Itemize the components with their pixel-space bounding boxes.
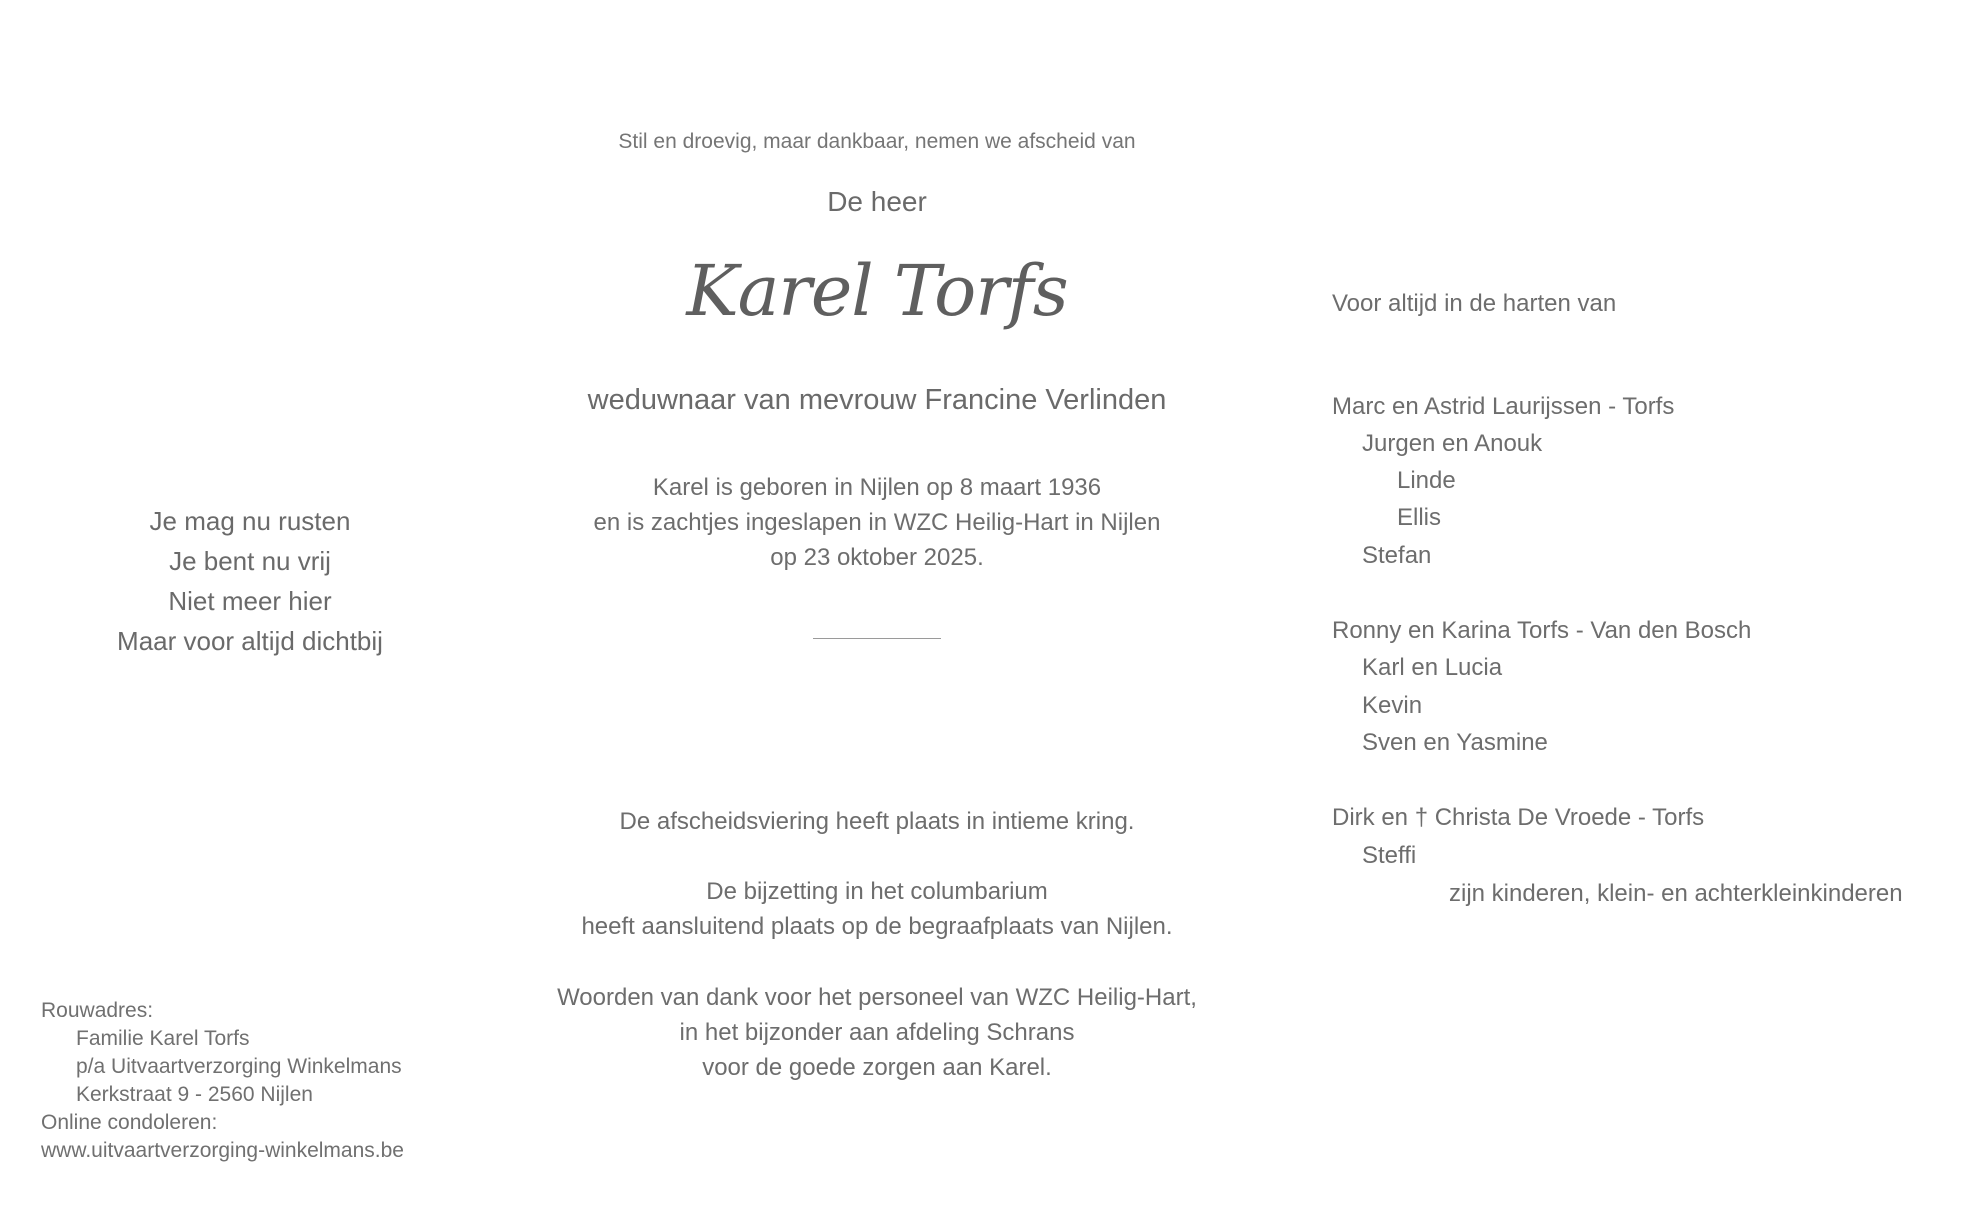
birth-death-block (520, 470, 1234, 575)
family-member: Sven en Yasmine (1362, 729, 1548, 756)
poem-line: Je mag nu rusten (149, 506, 351, 536)
website-link[interactable]: www.uitvaartverzorging-winkelmans.be (41, 1139, 404, 1162)
poem-line: Niet meer hier (168, 586, 332, 616)
thanks-line-1: Woorden van dank voor het personeel van WZC Heilig-Hart, (557, 984, 1197, 1011)
address-street: Kerkstraat 9 - 2560 Nijlen (76, 1083, 313, 1106)
deceased-name: Karel Torfs (686, 250, 1068, 332)
family-member: Stefan (1362, 542, 1432, 569)
online-condolence-label: Online condoleren: (41, 1111, 218, 1134)
widower-line: weduwnaar van mevrouw Francine Verlinden (587, 384, 1167, 416)
burial-block (520, 874, 1234, 944)
address-care-of: p/a Uitvaartverzorging Winkelmans (76, 1055, 402, 1078)
family-member: Jurgen en Anouk (1362, 430, 1543, 457)
birth-line: Karel is geboren in Nijlen op 8 maart 1936 (652, 474, 1102, 501)
family-heading: Voor altijd in de harten van (1332, 290, 1617, 317)
honorific: De heer (827, 186, 927, 217)
thanks-line-2: in het bijzonder aan afdeling Schrans (679, 1019, 1075, 1046)
family-member: Marc en Astrid Laurijssen - Torfs (1332, 393, 1675, 420)
thanks-line-3: voor de goede zorgen aan Karel. (702, 1054, 1052, 1081)
poem (60, 501, 440, 661)
address-family: Familie Karel Torfs (76, 1027, 250, 1050)
family-member: Dirk en † Christa De Vroede - Torfs (1332, 804, 1705, 831)
death-date-line: op 23 oktober 2025. (770, 544, 984, 571)
family-member: Ellis (1397, 504, 1442, 531)
family-member: Ronny en Karina Torfs - Van den Bosch (1332, 617, 1752, 644)
thanks-block (520, 980, 1234, 1085)
burial-line-1: De bijzetting in het columbarium (706, 878, 1048, 905)
mourning-address (41, 997, 404, 1165)
family-member: Karl en Lucia (1362, 654, 1503, 681)
burial-line-2: heeft aansluitend plaats op de begraafplaats van Nijlen. (581, 913, 1173, 940)
family-member: Steffi (1362, 842, 1417, 869)
divider-line (813, 638, 941, 639)
family-member: Linde (1397, 467, 1456, 494)
death-line: en is zachtjes ingeslapen in WZC Heilig-Hart in Nijlen (593, 509, 1161, 536)
family-closing: zijn kinderen, klein- en achterkleinkinderen (1449, 880, 1903, 907)
poem-line: Maar voor altijd dichtbij (117, 626, 383, 656)
intro-text: Stil en droevig, maar dankbaar, nemen we afscheid van (618, 130, 1136, 153)
address-label: Rouwadres: (41, 999, 154, 1022)
ceremony-text: De afscheidsviering heeft plaats in intieme kring. (619, 808, 1135, 835)
family-member: Kevin (1362, 692, 1423, 719)
poem-line: Je bent nu vrij (169, 546, 331, 576)
